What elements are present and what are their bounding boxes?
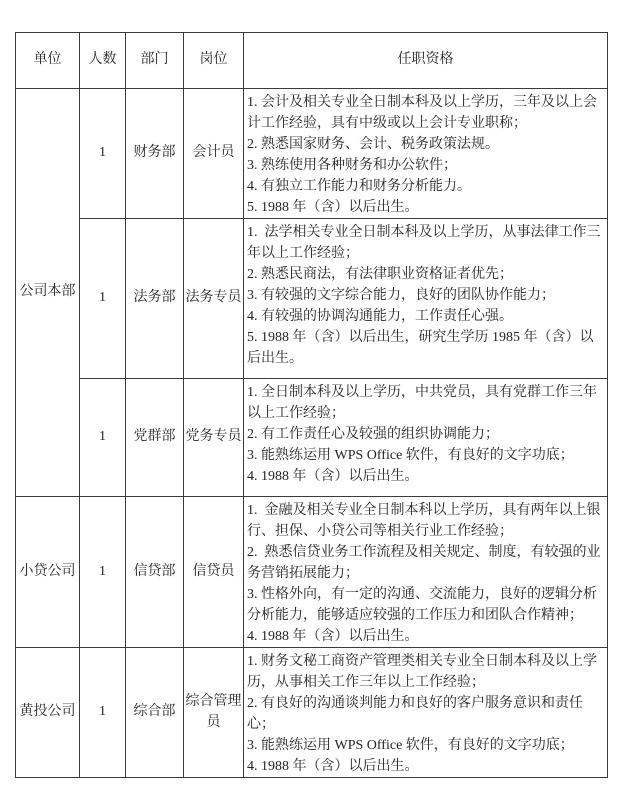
qual-item: 2. 熟悉国家财务、会计、税务政策法规。: [247, 137, 499, 152]
cell-qualifications: [244, 497, 608, 648]
cell-dept: 信贷部: [126, 497, 184, 648]
qual-item: 1. 财务文秘工商资产管理类相关专业全日制本科及以上学历，从事相关工作三年以上工作经验；: [247, 654, 597, 690]
header-unit: 单位: [16, 33, 80, 89]
qual-item: 2. 有良好的沟通谈判能力和良好的客户服务意识和责任心；: [247, 696, 583, 732]
qual-item: 1. 全日制本科及以上学历，中共党员，具有党群工作三年以上工作经验；: [247, 385, 597, 421]
table-row: [16, 89, 608, 219]
qual-item: 1. 会计及相关专业全日制本科及以上学历，三年及以上会计工作经验，具有中级或以上会计专业职称；: [247, 95, 597, 131]
cell-position: 信贷员: [184, 497, 244, 648]
qual-item: 1. 法学相关专业全日制本科及以上学历，从事法律工作三年以上工作经验；: [247, 225, 601, 261]
header-position: 岗位: [184, 33, 244, 89]
qual-item: 4. 1988 年（含）以后出生。: [247, 629, 419, 644]
cell-qualifications: [244, 648, 608, 778]
table-row: [16, 379, 608, 497]
qual-item: 4. 1988 年（含）以后出生。: [247, 759, 419, 774]
qual-item: 3. 能熟练运用 WPS Office 软件，有良好的文字功底；: [247, 448, 574, 463]
cell-qualifications: [244, 219, 608, 379]
table-row: [16, 497, 608, 648]
cell-count: 1: [80, 379, 126, 497]
header-dept: 部门: [126, 33, 184, 89]
qual-item: 4. 有独立工作能力和财务分析能力。: [247, 179, 471, 194]
cell-dept: 党群部: [126, 379, 184, 497]
header-count: 人数: [80, 33, 126, 89]
qual-item: 3. 有较强的文字综合能力，良好的团队协作能力；: [247, 288, 555, 303]
cell-position: 党务专员: [184, 379, 244, 497]
cell-dept: 财务部: [126, 89, 184, 219]
cell-count: 1: [80, 219, 126, 379]
cell-unit-company-hq: 公司本部: [16, 89, 80, 497]
cell-unit-huangtou: 黄投公司: [16, 648, 80, 778]
cell-dept: 综合部: [126, 648, 184, 778]
cell-count: 1: [80, 497, 126, 648]
qual-item: 3. 性格外向，有一定的沟通、交流能力，良好的逻辑分析分析能力，能够适应较强的工作压力和团队合作精神；: [247, 587, 597, 623]
cell-position: 会计员: [184, 89, 244, 219]
qual-item: 1. 金融及相关专业全日制本科以上学历，具有两年以上银行、担保、小贷公司等相关行业工作经验；: [247, 503, 601, 539]
qual-item: 3. 能熟练运用 WPS Office 软件，有良好的文字功底；: [247, 738, 574, 753]
cell-dept: 法务部: [126, 219, 184, 379]
cell-position: 综合管理员: [184, 648, 244, 778]
qual-item: 2. 熟悉信贷业务工作流程及相关规定、制度，有较强的业务营销拓展能力；: [247, 545, 601, 581]
qual-item: 5. 1988 年（含）以后出生，研究生学历 1985 年（含）以后出生。: [247, 330, 594, 366]
cell-position: 法务专员: [184, 219, 244, 379]
qual-item: 4. 1988 年（含）以后出生。: [247, 469, 419, 484]
cell-count: 1: [80, 648, 126, 778]
qual-item: 2. 熟悉民商法，有法律职业资格证者优先；: [247, 267, 513, 282]
qual-item: 5. 1988 年（含）以后出生。: [247, 200, 419, 215]
qual-item: 3. 熟练使用各种财务和办公软件；: [247, 158, 457, 173]
cell-unit-xiaodai: 小贷公司: [16, 497, 80, 648]
qual-item: 2. 有工作责任心及较强的组织协调能力；: [247, 427, 499, 442]
cell-qualifications: [244, 379, 608, 497]
header-qualifications: 任职资格: [244, 33, 608, 89]
qual-item: 4. 有较强的协调沟通能力，工作责任心强。: [247, 309, 513, 324]
table-row: [16, 219, 608, 379]
cell-count: 1: [80, 89, 126, 219]
header-row: [16, 33, 608, 89]
table-row: [16, 648, 608, 778]
cell-qualifications: [244, 89, 608, 219]
recruitment-table: [15, 32, 608, 778]
